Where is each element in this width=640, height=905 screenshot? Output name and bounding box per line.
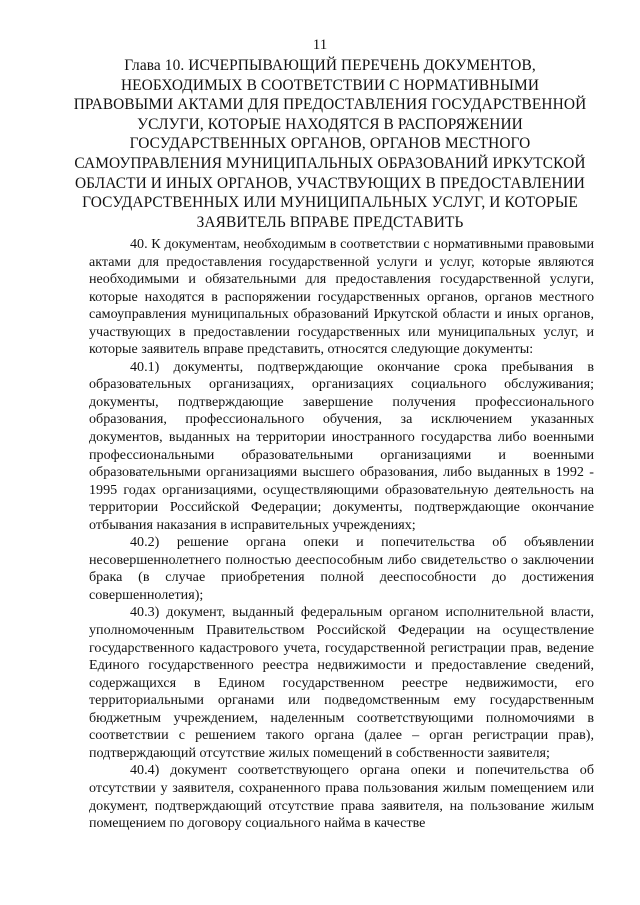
paragraph-40-3: 40.3) документ, выданный федеральным органом исполнительной власти, уполномоченным Правительством Российской Федерации на осуществление государственного кадастрового учета, государственной регистрации прав, ведение Единого государственного реестра недвижимости и предоставление сведений, содержащихся в Едином государственном реестре недвижимости, его территориальными органами или подведомственным ему государственным бюджетным учреждением, наделенным соответствующими полномочиями в соответствии с решением такого органа (далее – орган регистрации прав), подтверждающий отсутствие жилых помещений в собственности заявителя; (89, 604, 594, 761)
paragraph-40-1: 40.1) документы, подтверждающие окончание срока пребывания в образовательных организациях, организациях социального обслуживания; документы, подтверждающие завершение получения профессионального образования, профессионального обучения, за исключением указанных документов, выданных на территории иностранного государства либо военными профессиональными образовательными организациями и военными образовательными организациями высшего образования, либо выданных в 1992 - 1995 годах организациями, осуществляющими образовательную деятельность на территории Российской Федерации; документы, подтверждающие окончание отбывания наказания в исправительных учреждениях; (89, 358, 594, 533)
chapter-title: Глава 10. ИСЧЕРПЫВАЮЩИЙ ПЕРЕЧЕНЬ ДОКУМЕНТОВ, НЕОБХОДИМЫХ В СООТВЕТСТВИИ С НОРМАТИВНЫМИ ПРАВОВЫМИ АКТАМИ ДЛЯ ПРЕДОСТАВЛЕНИЯ ГОСУДАРСТВЕННОЙ УСЛУГИ, КОТОРЫЕ НАХОДЯТСЯ В РАСПОРЯЖЕНИИ ГОСУДАРСТВЕННЫХ ОРГАНОВ, ОРГАНОВ МЕСТНОГО САМОУПРАВЛЕНИЯ МУНИЦИПАЛЬНЫХ ОБРАЗОВАНИЙ ИРКУТСКОЙ ОБЛАСТИ И ИНЫХ ОРГАНОВ, УЧАСТВУЮЩИХ В ПРЕДОСТАВЛЕНИИ ГОСУДАРСТВЕННЫХ ИЛИ МУНИЦИПАЛЬНЫХ УСЛУГ, И КОТОРЫЕ ЗАЯВИТЕЛЬ ВПРАВЕ ПРЕДСТАВИТЬ (73, 57, 587, 231)
paragraph-40-4: 40.4) документ соответствующего органа опеки и попечительства об отсутствии у заявителя, сохраненного права пользования жилым помещением или документ, подтверждающий отсутствие права заявителя, на пользование жилым помещением по договору социального найма в качестве (89, 762, 594, 832)
paragraph-40-2: 40.2) решение органа опеки и попечительства об объявлении несовершеннолетнего полностью дееспособным либо свидетельство о заключении брака (в случае приобретения полной дееспособности до достижения совершеннолетия); (89, 534, 594, 603)
document-body (89, 236, 594, 833)
page-number: 11 (312, 37, 328, 53)
paragraph-40: 40. К документам, необходимым в соответствии с нормативными правовыми актами для предоставления государственной услуги и услуг, которые являются необходимыми и обязательными для предоставления государственной услуги, которые находятся в распоряжении государственных органов, органов местного самоуправления муниципальных образований Иркутской области и иных органов, участвующих в предоставлении государственных или муниципальных услуг, и которые заявитель вправе представить, относятся следующие документы: (89, 236, 594, 358)
